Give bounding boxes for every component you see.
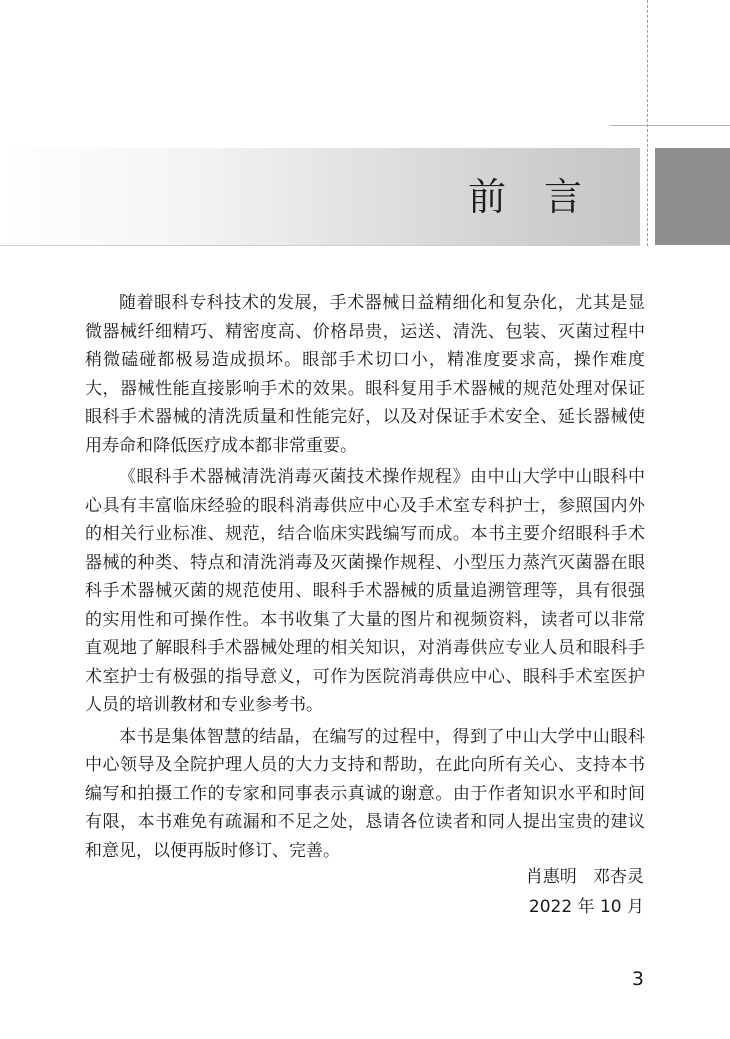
paragraph: 随着眼科专科技术的发展，手术器械日益精细化和复杂化，尤其是显微器械纤细精巧、精密度高、价格昂贵，运送、清洗、包装、灭菌过程中稍微磕碰都极易造成损坏。眼部手术切口小，精准度要求高，操作难度大，器械性能直接影响手术的效果。眼科复用手术器械的规范处理对保证眼科手术器械的清洗质量和性能完好，以及对保证手术安全、延长器械使用寿命和降低医疗成本都非常重要。 [85,293,645,456]
decorative-rule [610,125,730,126]
paragraph: 本书是集体智慧的结晶，在编写的过程中，得到了中山大学中山眼科中心领导及全院护理人员的大力支持和帮助，在此向所有关心、支持本书编写和拍摄工作的专家和同事表示真诚的谢意。由于作者知识水平和时间有限，本书难免有疏漏和不足之处，恳请各位读者和同人提出宝贵的建议和意见，以便再版时修订、完善。 [85,726,645,861]
date: 2022 年 10 月 [528,897,644,917]
preface-body [85,289,645,868]
authors: 肖惠明 邓杏灵 [525,867,644,887]
paragraph: 《眼科手术器械清洗消毒灭菌技术操作规程》由中山大学中山眼科中心具有丰富临床经验的眼科消毒供应中心及手术室专科护士，参照国内外的相关行业标准、规范，结合临床实践编写而成。本书主要介绍眼科手术器械的种类、特点和清洗消毒及灭菌操作规程、小型压力蒸汽灭菌器在眼科手术器械灭菌的规范使用、眼科手术器械的质量追溯管理等，具有很强的实用性和可操作性。本书收集了大量的图片和视频资料，读者可以非常直观地了解眼科手术器械处理的相关知识，对消毒供应专业人员和眼科手术室护士有极强的指导意义，可作为医院消毒供应中心、眼科手术室医护人员的培训教材和专业参考书。 [85,467,645,715]
decorative-dashed-line [647,0,648,246]
page-title: 前言 [467,175,620,219]
title-band-underline [0,245,640,246]
signature-block [526,862,644,922]
page-number: 3 [631,968,644,990]
title-tab [655,148,730,245]
